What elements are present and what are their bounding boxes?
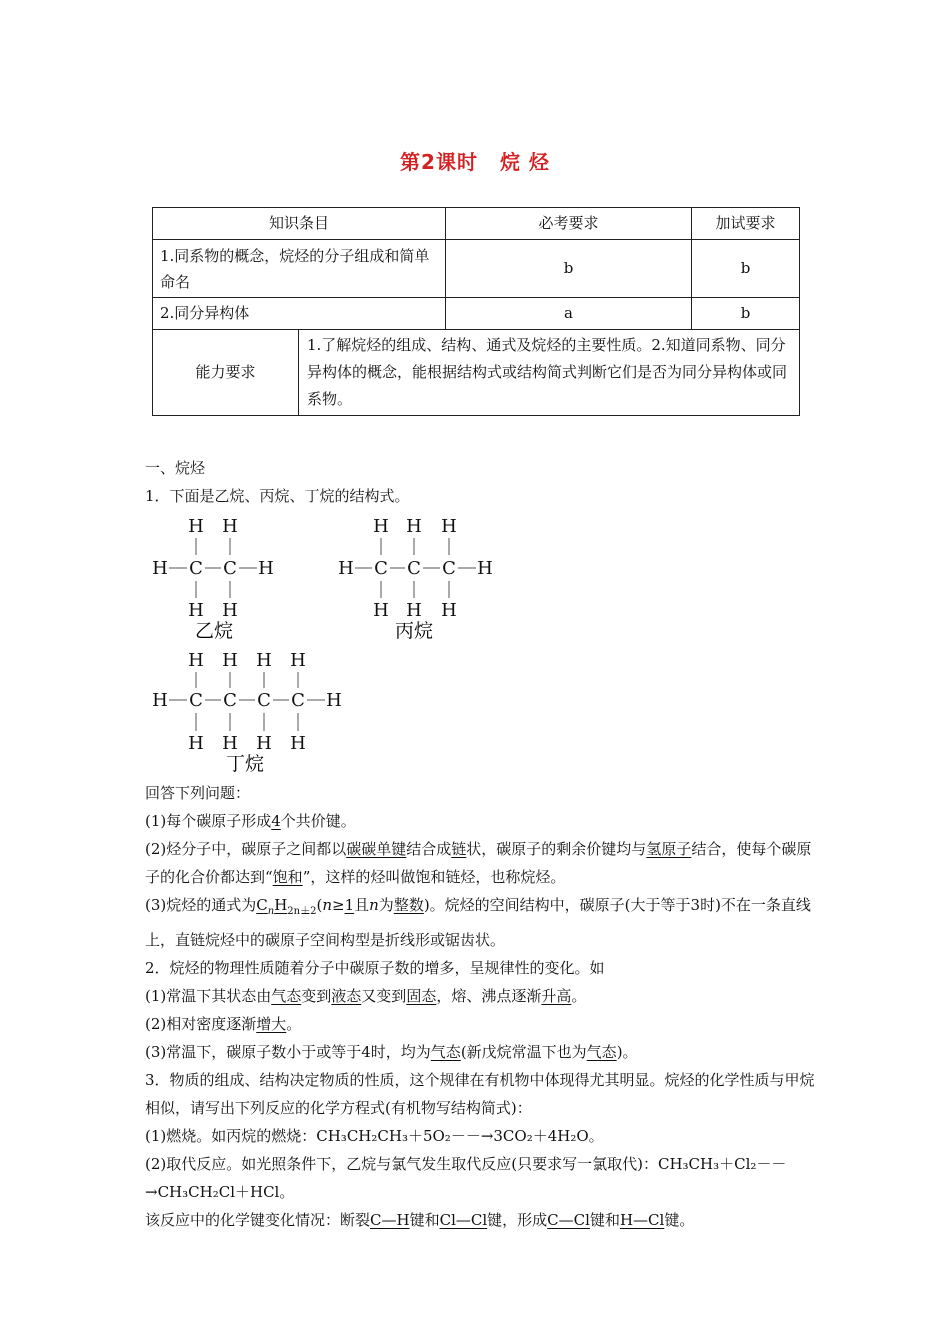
atom-c: C	[291, 690, 305, 711]
header-required: 必考要求	[446, 208, 692, 240]
atom-h: H	[326, 690, 342, 711]
section-heading-block	[145, 454, 815, 510]
answer-blank: C—Cl	[547, 1211, 590, 1229]
text: (1)每个碳原子形成	[145, 812, 272, 830]
answer-blank: 整数	[393, 896, 424, 914]
atom-c: C	[374, 558, 388, 579]
atom-h: H	[188, 650, 204, 671]
answer-blank: 气态	[430, 1043, 461, 1061]
text: (	[316, 896, 323, 914]
page-title	[0, 146, 950, 175]
atom-h: H	[290, 733, 306, 754]
answer-blank: C—H	[370, 1211, 410, 1229]
answer-blank: 4	[271, 812, 281, 830]
text: ，熔、沸点逐渐	[436, 987, 542, 1005]
text: 键和	[589, 1211, 620, 1229]
atom-h: H	[256, 733, 272, 754]
atom-h: H	[441, 516, 457, 537]
requirements-table	[152, 207, 800, 416]
atom-c: C	[257, 690, 271, 711]
answer-blank: 固态	[406, 987, 437, 1005]
text: (1)燃烧。如丙烷的燃烧：	[145, 1127, 317, 1145]
text: n	[369, 896, 379, 914]
answer-2	[145, 835, 815, 891]
propane-structure	[334, 512, 504, 642]
atom-h: H	[188, 600, 204, 621]
ability-label: 能力要求	[153, 330, 299, 416]
table-row	[153, 240, 800, 298]
row-extra: b	[692, 298, 800, 330]
text: ”，这样的烃叫做饱和链烃，也称烷烃。	[302, 868, 566, 886]
text: 该反应中的化学键变化情况：断裂	[145, 1211, 371, 1229]
equation: CH₃CH₃＋Cl₂－－→CH₃CH₂Cl＋HCl。	[145, 1155, 787, 1201]
header-extra: 加试要求	[692, 208, 800, 240]
answer-2-1	[145, 982, 815, 1010]
answer-blank: 增大	[256, 1015, 287, 1033]
answer-3-2	[145, 1150, 815, 1206]
row-required: b	[446, 240, 692, 298]
atom-h: H	[188, 733, 204, 754]
text: (2)烃分子中，碳原子之间都以	[145, 840, 347, 858]
atom-h: H	[373, 516, 389, 537]
ability-row	[153, 330, 800, 416]
text: 。	[286, 1015, 302, 1033]
text: (2)取代反应。如光照条件下，乙烷与氯气发生取代反应(只要求写一氯取代)：	[145, 1155, 658, 1173]
atom-h: H	[406, 516, 422, 537]
answer-blank: Cl—Cl	[439, 1211, 488, 1229]
atom-c: C	[189, 558, 203, 579]
answer-blank: 升高	[541, 987, 572, 1005]
formula-blank	[256, 896, 317, 917]
answer-blank: 1	[344, 896, 355, 914]
atom-h: H	[222, 733, 238, 754]
text: 变到	[301, 987, 332, 1005]
row-required: a	[446, 298, 692, 330]
atom-c: C	[223, 558, 237, 579]
answer-blank: 液态	[331, 987, 362, 1005]
text: (2)相对密度逐渐	[145, 1015, 257, 1033]
text: H	[274, 896, 288, 914]
text: )。	[616, 1043, 638, 1061]
text: (1)常温下其状态由	[145, 987, 272, 1005]
question-2: 2．烷烃的物理性质随着分子中碳原子数的增多，呈规律性的变化。如	[145, 959, 605, 977]
section-heading: 一、烷烃	[145, 459, 206, 477]
question-3: 3．物质的组成、结构决定物质的性质，这个规律在有机物中体现得尤其明显。烷烃的化学性质与甲烷相似，请写出下列反应的化学方程式(有机物写结构简式)：	[145, 1071, 815, 1117]
atom-h: H	[152, 558, 168, 579]
answer-3-1	[145, 1122, 815, 1150]
atom-h: H	[441, 600, 457, 621]
row-item: 2.同分异构体	[153, 298, 446, 330]
atom-c: C	[407, 558, 421, 579]
atom-h: H	[152, 690, 168, 711]
ability-text: 1.了解烷烃的组成、结构、通式及烷烃的主要性质。2.知道同系物、同分异构体的概念，能根据结构式或结构简式判断它们是否为同分异构体或同系物。	[299, 330, 800, 416]
row-extra: b	[692, 240, 800, 298]
text: 且	[354, 896, 370, 914]
text: 又变到	[361, 987, 407, 1005]
table-header-row	[153, 208, 800, 240]
answer-2-3	[145, 1038, 815, 1066]
text: (3)烷烃的通式为	[145, 896, 257, 914]
text: 结合成	[406, 840, 452, 858]
atom-h: H	[477, 558, 493, 579]
atom-h: H	[406, 600, 422, 621]
answer-3	[145, 891, 815, 954]
answer-block	[145, 779, 815, 1234]
text: )。烷烃的空间结构中，碳原子(大于等于3时)不在一条直线上，直链烷烃中的碳原子空间构型是折线形或锯齿状。	[145, 896, 811, 949]
answer-blank: 碳碳单键	[346, 840, 407, 858]
atom-h: H	[188, 516, 204, 537]
row-item: 1.同系物的概念，烷烃的分子组成和简单命名	[153, 240, 446, 298]
answer-blank: H—Cl	[619, 1211, 665, 1229]
answer-3-3	[145, 1206, 815, 1234]
answer-1	[145, 807, 815, 835]
title-lesson: 第2课时	[400, 150, 478, 174]
answer-blank: 气态	[271, 987, 302, 1005]
ethane-label: 乙烷	[194, 620, 234, 642]
title-topic: 烷 烃	[499, 150, 550, 174]
answer-blank: 气态	[586, 1043, 617, 1061]
answer-blank: 饱和	[272, 868, 303, 886]
atom-h: H	[256, 650, 272, 671]
atom-c: C	[223, 690, 237, 711]
atom-h: H	[338, 558, 354, 579]
table-row	[153, 298, 800, 330]
atom-h: H	[373, 600, 389, 621]
atom-h: H	[222, 516, 238, 537]
butane-structure	[148, 646, 358, 776]
text: n	[322, 896, 332, 914]
header-item: 知识条目	[153, 208, 446, 240]
answer-blank: 链	[451, 840, 467, 858]
atom-c: C	[442, 558, 456, 579]
text: 个共价键。	[280, 812, 356, 830]
text: 键。	[664, 1211, 695, 1229]
text: 键和	[409, 1211, 440, 1229]
answer-2-2	[145, 1010, 815, 1038]
text: n	[267, 906, 275, 917]
text: (新戊烷常温下也为	[460, 1043, 587, 1061]
text: ≥	[331, 896, 345, 914]
answer-blank: 氢原子	[646, 840, 692, 858]
text: 2n＋2	[287, 906, 317, 917]
atom-h: H	[222, 650, 238, 671]
text: (3)常温下，碳原子数小于或等于4时，均为	[145, 1043, 431, 1061]
text: 状，碳原子的剩余价键均与	[466, 840, 647, 858]
text: 。	[571, 987, 587, 1005]
text: 结合，使每个碳原子的化合价都达到“	[145, 840, 812, 886]
propane-label: 丙烷	[394, 620, 434, 642]
atom-h: H	[290, 650, 306, 671]
text: 键，形成	[487, 1211, 548, 1229]
atom-h: H	[258, 558, 274, 579]
ethane-structure	[148, 512, 288, 642]
equation: CH₃CH₂CH₃＋5O₂－－→3CO₂＋4H₂O。	[316, 1127, 604, 1145]
question-1-intro: 1．下面是乙烷、丙烷、丁烷的结构式。	[145, 487, 410, 505]
text: C	[256, 896, 268, 914]
butane-label: 丁烷	[225, 753, 265, 775]
answer-prompt: 回答下列问题：	[145, 784, 251, 802]
atom-c: C	[189, 690, 203, 711]
text: 为	[378, 896, 394, 914]
atom-h: H	[222, 600, 238, 621]
